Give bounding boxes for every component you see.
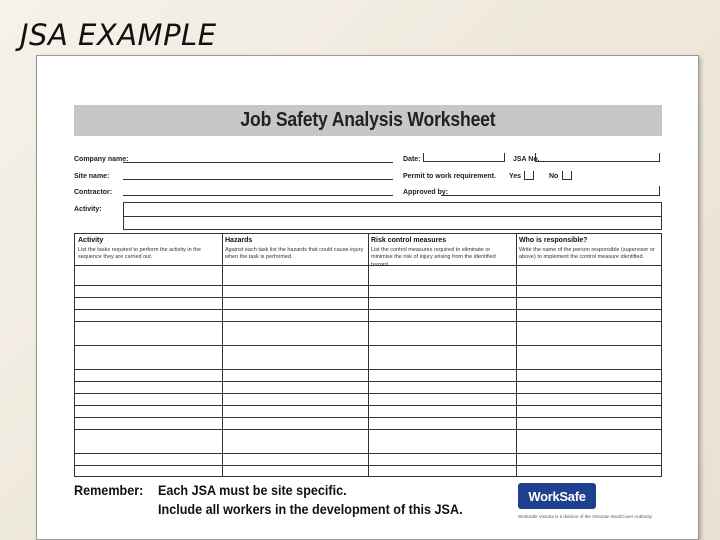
column-divider (368, 234, 369, 476)
approved-by-field[interactable] (441, 186, 660, 196)
column-header-responsible: Who is responsible? Write the name of the person responsible (supervisor or above) to implement the control measure identified. (519, 237, 655, 261)
activity-label: Activity: (74, 206, 102, 213)
worksafe-logo-text: WorkSafe (528, 488, 586, 504)
column-header-activity: Activity List the tasks required to perform the activity in the sequence they are carried out. (78, 237, 201, 261)
column-divider (222, 234, 223, 476)
site-name-field[interactable] (123, 170, 393, 180)
jsa-no-field[interactable] (535, 153, 660, 162)
company-name-label: Company name: (74, 156, 129, 163)
table-row[interactable] (75, 393, 661, 394)
permit-label: Permit to work requirement. (403, 173, 496, 180)
worksheet-header (74, 105, 662, 136)
table-row[interactable] (75, 369, 661, 370)
worksafe-tagline: WorkSafe Victoria is a division of the Victorian WorkCover Authority (518, 514, 652, 519)
table-row[interactable] (75, 309, 661, 310)
date-field[interactable] (423, 153, 505, 162)
site-name-label: Site name: (74, 173, 110, 180)
date-label: Date: (403, 156, 421, 163)
table-row[interactable] (75, 417, 661, 418)
no-checkbox[interactable] (562, 171, 572, 180)
slide-title: JSA EXAMPLE (20, 18, 217, 52)
table-row[interactable] (75, 285, 661, 286)
table-row[interactable] (75, 297, 661, 298)
table-row[interactable] (75, 321, 661, 322)
jsa-no-label: JSA No. (513, 156, 540, 163)
no-label: No (549, 173, 559, 180)
column-divider (516, 234, 517, 476)
column-header-risk-control: Risk control measures List the control measures required to eliminate or minimise the risk of injury arising from the identified hazard. (371, 237, 496, 268)
worksheet-title: Job Safety Analysis Worksheet (240, 109, 496, 131)
contractor-field[interactable] (123, 186, 393, 196)
remember-label: Remember: (74, 482, 144, 498)
footer-line-2: Include all workers in the development of this JSA. (158, 501, 463, 517)
yes-label: Yes (509, 173, 522, 180)
table-row[interactable] (75, 453, 661, 454)
yes-checkbox[interactable] (524, 171, 534, 180)
activity-field[interactable] (123, 202, 662, 230)
column-header-hazards: Hazards Against each task list the hazards that could cause injury when the task is performed. (225, 237, 364, 261)
company-name-field[interactable] (123, 153, 393, 163)
footer-line-1: Each JSA must be site specific. (158, 482, 347, 498)
table-row[interactable] (75, 429, 661, 430)
worksheet-document (36, 55, 699, 540)
worksafe-logo (518, 483, 596, 509)
approved-by-label: Approved by: (403, 189, 449, 196)
contractor-label: Contractor: (74, 189, 113, 196)
table-row[interactable] (75, 465, 661, 466)
table-row[interactable] (75, 265, 661, 266)
analysis-table (74, 233, 662, 477)
table-row[interactable] (75, 381, 661, 382)
table-row[interactable] (75, 345, 661, 346)
table-row[interactable] (75, 405, 661, 406)
